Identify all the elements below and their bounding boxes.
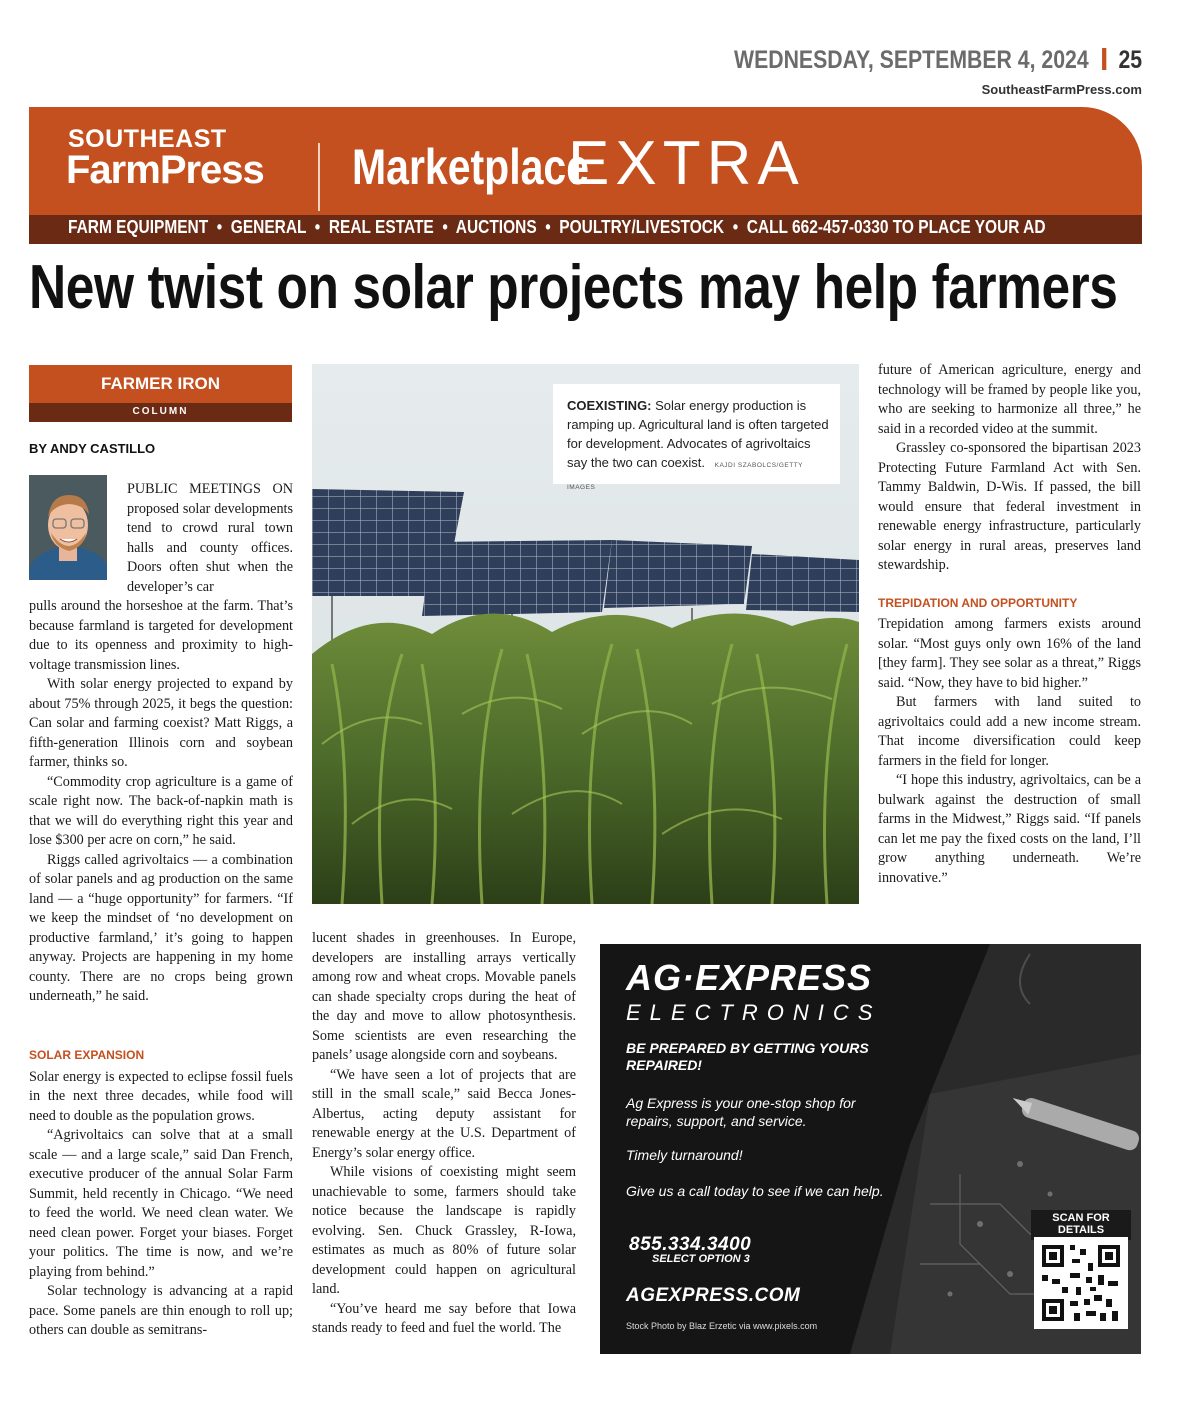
author-photo <box>29 475 107 580</box>
article-column-1b <box>29 1046 293 1341</box>
paragraph: pulls around the horseshoe at the farm. That’s because farmland is targeted for development due to its openness and proximity to high-voltage transmission lines. <box>29 598 293 673</box>
issue-date <box>734 46 1142 75</box>
page-number: 25 <box>1118 46 1142 74</box>
column-sublabel: COLUMN <box>132 406 189 417</box>
article-column-2 <box>312 929 576 1339</box>
date-divider <box>1102 48 1106 70</box>
paragraph: Solar energy is expected to eclipse fossil fuels in the next three decades, while food will need to double as the population grows. <box>29 1068 293 1124</box>
paragraph: While visions of coexisting might seem unachievable to some, farmers should take notice because the landscape is rapidly evolving. Sen. Chuck Grassley, R-Iowa, estimates as much as 80% of future solar development could happen on agricultural land. <box>312 1164 576 1297</box>
caption-label: COEXISTING: <box>567 398 652 413</box>
ad-photo-credit: Stock Photo by Blaz Erzetic via www.pixels.com <box>626 1321 818 1331</box>
ad-website-link[interactable]: AGEXPRESS.COM <box>626 1285 801 1306</box>
paragraph: Grassley co-sponsored the bipartisan 2023 Protecting Future Farmland Act with Sen. Tammy Baldwin, D-Wis. If passed, the bill would ensure that federal investment in renewable energy infrastructure, particularly solar energy in rural areas, preserves land stewardship. <box>878 440 1141 573</box>
photo-caption <box>567 396 832 497</box>
site-url-link[interactable]: SoutheastFarmPress.com <box>981 82 1142 97</box>
paragraph: Trepidation among farmers exists around solar. “Most guys only own 16% of the land [they farm]. They see solar as a threat,” Riggs said. “Now, they have to bid higher.” <box>878 616 1141 691</box>
paragraph: “Commodity crop agriculture is a game of scale right now. The back-of-napkin math is that we will do everything right this year and lose $300 per acre on corn,” he said. <box>29 773 293 848</box>
caption-text: Solar energy production is ramping up. Agricultural land is often targeted for development. Advocates of agrivoltaics say the two can coexist. <box>567 398 829 470</box>
byline: BY ANDY CASTILLO <box>29 441 156 456</box>
article-headline: New twist on solar projects may help farmers <box>29 253 1118 322</box>
paragraph: “I hope this industry, agrivoltaics, can be a bulwark against the destruction of small farms in the Midwest,” Riggs said. “If panels can let me pay the fixed costs on the land, I’ll grow anything underneath. We’re innovative.” <box>878 772 1141 886</box>
paragraph: Solar technology is advancing at a rapid pace. Some panels are thin enough to roll up; others can double as semitrans- <box>29 1283 293 1338</box>
paragraph: “Agrivoltaics can solve that at a small scale — and a large scale,” said Dan French, executive producer of the annual Solar Farm Summit, held recently in Chicago. “We need to feed the world. We need clean water. We need clean power. Forget your biases. Forget your politics. The time is now, and we’re playing from behind.” <box>29 1127 293 1280</box>
qr-code-icon[interactable] <box>1034 1237 1128 1329</box>
paragraph: “We have seen a lot of projects that are still in the small scale,” said Becca Jones-Albertus, acting deputy assistant for renewable energy at the U.S. Department of Energy’s solar energy office. <box>312 1066 576 1161</box>
paragraph: But farmers with land suited to agrivoltaics could add a new income stream. That income diversification could keep farmers in the field for longer. <box>878 694 1141 769</box>
category-nav-text: FARM EQUIPMENT • GENERAL • REAL ESTATE • AUCTIONS • POULTRY/LIVESTOCK • CALL 662-457-0330 TO PLACE YOUR AD <box>68 217 1046 237</box>
ad-brand-subtitle: ELECTRONICS <box>626 1000 882 1025</box>
article-column-1 <box>29 597 293 1007</box>
ad-copy-line: Timely turnaround! <box>626 1147 743 1163</box>
section-title-accent: EXTRA <box>568 129 805 198</box>
intro-paragraph: PUBLIC MEETINGS ON proposed solar developments tend to crowd rural town halls and county offices. Doors often shut when the developer’s car <box>127 481 293 595</box>
ad-phone-number[interactable]: 855.334.3400 <box>629 1234 752 1255</box>
scan-for-details-label: SCAN FOR DETAILS <box>1031 1210 1131 1240</box>
logo-top-text: SOUTHEAST <box>68 125 227 153</box>
paragraph: lucent shades in greenhouses. In Europe, developers are installing arrays vertically among row and wheat crops. Movable panels can shade specialty crops during the heat of the day and move to allow photosynthesis. Some scientists are even researching the panels’ usage alongside corn and soybeans. <box>312 930 576 1063</box>
ad-copy-line: Give us a call today to see if we can help. <box>626 1183 884 1199</box>
ad-brand-logo: AG·EXPRESS <box>626 957 873 998</box>
photo-credit: KAJDI SZABOLCS/GETTY IMAGES <box>567 462 803 491</box>
paragraph: With solar energy projected to expand by about 75% through 2025, it begs the question: Can solar and farming coexist? Matt Riggs, a fifth-generation Illinois corn and soybean farmer, thinks so. <box>29 676 293 770</box>
ad-phone-option: SELECT OPTION 3 <box>652 1253 750 1265</box>
subhead-solar-expansion: SOLAR EXPANSION <box>29 1048 145 1062</box>
ad-copy-line: Ag Express is your one-stop shop for repairs, support, and service. <box>626 1095 856 1129</box>
logo-divider <box>318 143 320 211</box>
paragraph: Riggs called agrivoltaics — a combination of solar panels and ag production on the same land — a “huge opportunity” for farmers. “If we keep the mindset of ‘no development on productive farmland,’ it’s going to happen anyway. Projects are happening in my home county. There are no crops being grown underneath,” he said. <box>29 851 293 1004</box>
ad-headline: BE PREPARED BY GETTING YOURS REPAIRED! <box>626 1040 869 1073</box>
article-intro <box>127 480 293 597</box>
subhead-trepidation: TREPIDATION AND OPPORTUNITY <box>878 595 1078 610</box>
logo-main-text: FarmPress <box>66 148 264 192</box>
paragraph: “You’ve heard me say before that Iowa stands ready to feed and fuel the world. The <box>312 1300 576 1336</box>
section-title: Marketplace <box>352 139 590 195</box>
article-column-3 <box>878 361 1141 888</box>
column-name: FARMER IRON <box>101 374 220 393</box>
date-text: WEDNESDAY, SEPTEMBER 4, 2024 <box>733 46 1089 74</box>
paragraph: future of American agriculture, energy and technology will be framed by people like you, who are seeking to harmonize all three,” he said in a recorded video at the summit. <box>878 362 1141 437</box>
